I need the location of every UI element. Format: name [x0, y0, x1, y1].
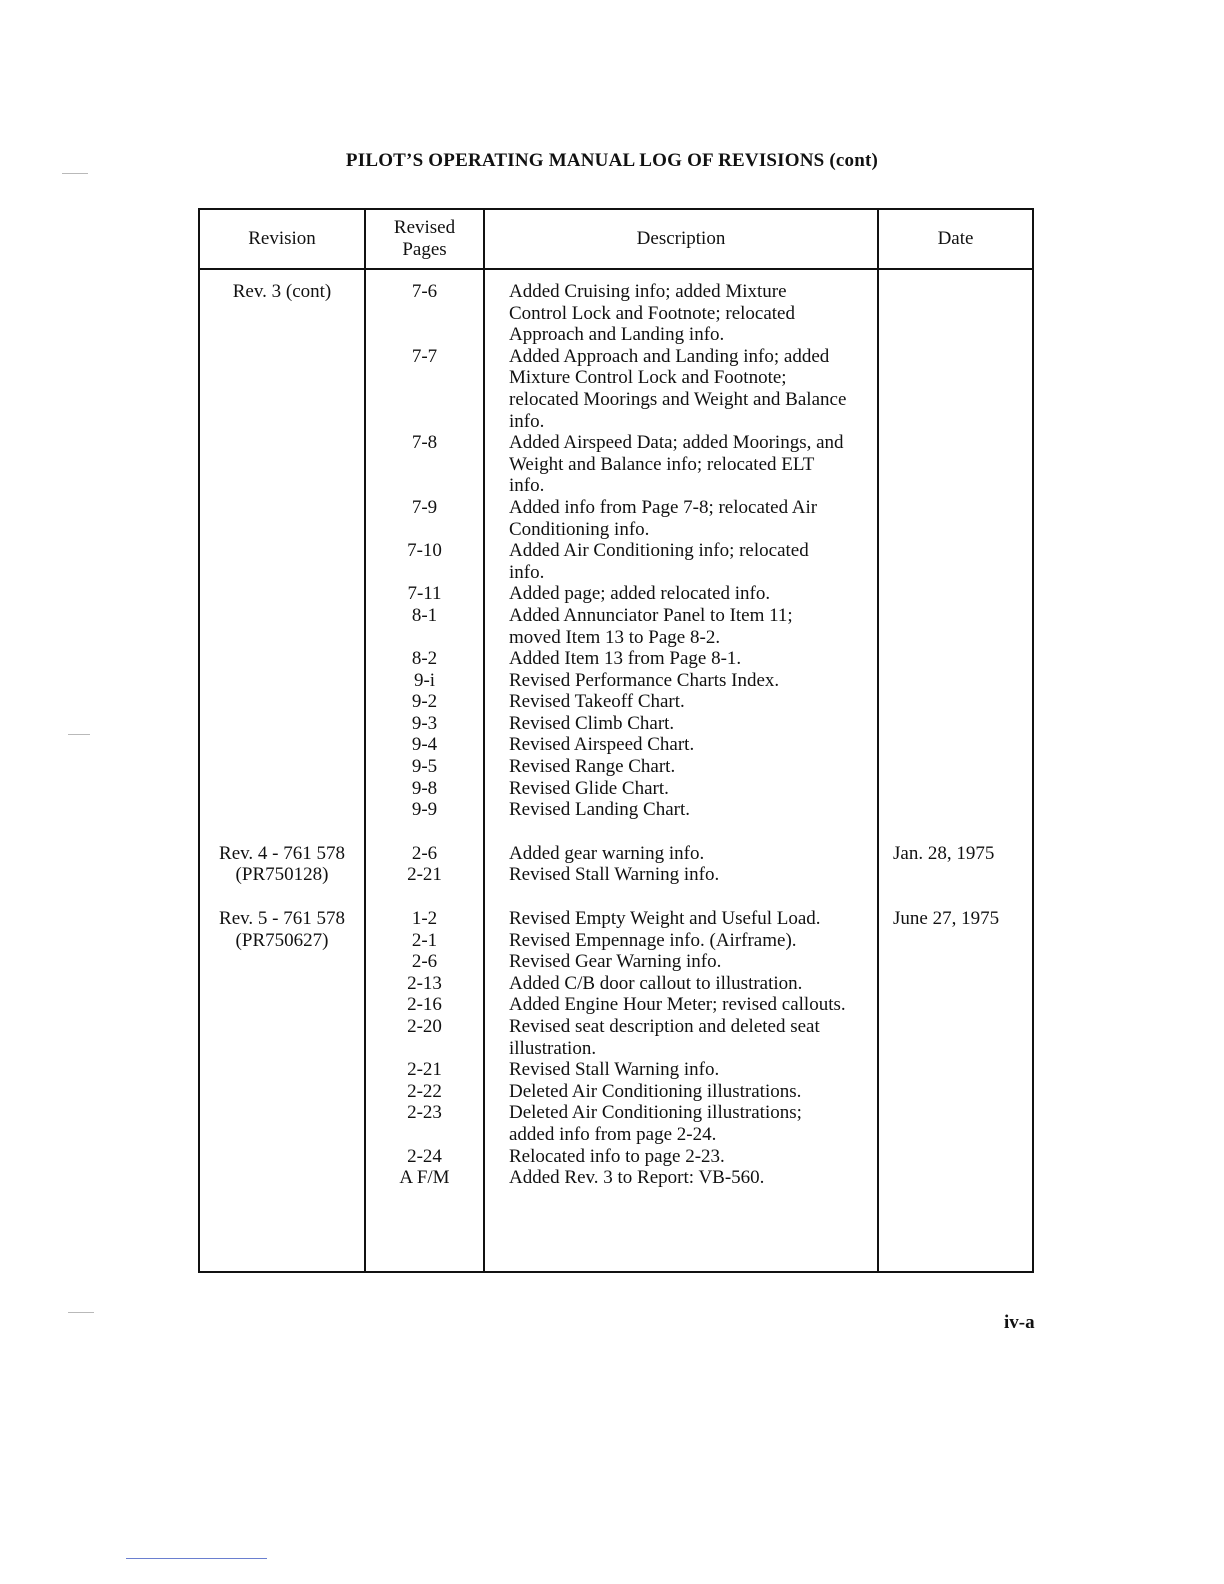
- description-line: Approach and Landing info.: [509, 324, 725, 346]
- revised-page: 2-24: [407, 1145, 442, 1167]
- description-line: moved Item 13 to Page 8-2.: [509, 626, 721, 648]
- blank-line: [879, 1038, 1032, 1060]
- description-line: Added Engine Hour Meter; revised callouts.: [509, 994, 846, 1016]
- blank-line: [200, 1124, 364, 1146]
- description-line: Revised Gear Warning info.: [509, 951, 722, 973]
- description-line: Revised Stall Warning info.: [509, 864, 720, 886]
- blank-line: [879, 519, 1032, 541]
- blank-line: [879, 454, 1032, 476]
- blank-line: [366, 1038, 483, 1060]
- blank-line: [879, 691, 1032, 713]
- blank-line: [200, 389, 364, 411]
- description-line: Added C/B door callout to illustration.: [509, 972, 803, 994]
- blank-line: [200, 1016, 364, 1038]
- blank-line: [366, 367, 483, 389]
- revision-label: (PR750627): [235, 929, 329, 951]
- blank-line: [200, 756, 364, 778]
- header-date: Date: [878, 209, 1033, 269]
- revised-page: 9-2: [411, 691, 438, 713]
- description-line: Added Approach and Landing info; added: [509, 345, 830, 367]
- description-line: Deleted Air Conditioning illustrations.: [509, 1080, 802, 1102]
- blank-line: [879, 973, 1032, 995]
- blank-line: [879, 1124, 1032, 1146]
- revised-page: 9-3: [411, 712, 438, 734]
- blank-line: [879, 778, 1032, 800]
- blank-line: [879, 1081, 1032, 1103]
- description-line: Added Rev. 3 to Report: VB-560.: [509, 1167, 765, 1189]
- revised-page: 9-5: [411, 756, 438, 778]
- table-header-row: [199, 209, 1033, 269]
- page-title: PILOT’S OPERATING MANUAL LOG OF REVISIONS (cont): [345, 150, 879, 171]
- blank-line: [200, 670, 364, 692]
- header-revised-pages-line2: Pages: [402, 239, 447, 260]
- blank-line: [879, 1016, 1032, 1038]
- description-line: Added gear warning info.: [509, 842, 705, 864]
- blank-line: [366, 627, 483, 649]
- blank-line: [366, 303, 483, 325]
- blank-line: [879, 756, 1032, 778]
- blank-line: [200, 778, 364, 800]
- description-line: Deleted Air Conditioning illustrations;: [509, 1102, 802, 1124]
- blank-line: [200, 1081, 364, 1103]
- description-line: relocated Moorings and Weight and Balance: [509, 388, 847, 410]
- blank-line: [879, 670, 1032, 692]
- blank-line: [879, 497, 1032, 519]
- date-column: [878, 269, 1033, 1272]
- blank-line: [879, 994, 1032, 1016]
- blank-line: [200, 605, 364, 627]
- row-spacer: [200, 821, 364, 843]
- description-line: Revised Stall Warning info.: [509, 1059, 720, 1081]
- row-spacer: [485, 821, 877, 843]
- blank-line: [879, 281, 1032, 303]
- revised-page: 2-6: [411, 842, 438, 864]
- revised-page: 8-1: [411, 604, 438, 626]
- blank-line: [200, 411, 364, 433]
- revision-label: Rev. 3 (cont): [232, 281, 332, 302]
- blank-line: [879, 411, 1032, 433]
- revised-page: 7-7: [411, 345, 438, 367]
- header-description: Description: [484, 209, 878, 269]
- blank-line: [879, 562, 1032, 584]
- blank-line: [366, 454, 483, 476]
- blank-line: [200, 799, 364, 821]
- blank-line: [879, 367, 1032, 389]
- revised-page: 7-9: [411, 496, 438, 518]
- revised-page: 2-22: [407, 1080, 442, 1102]
- revised-page: 2-20: [407, 1016, 442, 1037]
- blank-line: [200, 1038, 364, 1060]
- blank-line: [366, 562, 483, 584]
- header-revised-pages: [365, 209, 484, 269]
- revised-page: 9-4: [411, 734, 438, 756]
- revised-page: 2-13: [407, 972, 442, 994]
- revised-page: 2-21: [407, 1059, 442, 1081]
- description-line: Added page; added relocated info.: [509, 583, 771, 605]
- description-line: illustration.: [509, 1037, 597, 1059]
- blank-line: [200, 454, 364, 476]
- page-number: iv-a: [1004, 1312, 1035, 1333]
- description-line: Revised Range Chart.: [509, 756, 676, 778]
- revision-label: Rev. 4 - 761 578: [219, 842, 345, 864]
- blank-line: [200, 1167, 364, 1189]
- blank-line: [200, 497, 364, 519]
- blank-line: [200, 519, 364, 541]
- revised-pages-column: [365, 269, 484, 1272]
- blank-line: [879, 648, 1032, 670]
- table-body-row: [199, 269, 1033, 1272]
- blank-line: [200, 1146, 364, 1168]
- blank-line: [200, 367, 364, 389]
- blank-line: [366, 324, 483, 346]
- blank-line: [879, 864, 1032, 886]
- blank-line: [200, 1102, 364, 1124]
- header-revision: Revision: [199, 209, 365, 269]
- revised-page: 9-9: [411, 799, 438, 821]
- description-line: Added Airspeed Data; added Moorings, and: [509, 432, 844, 454]
- header-revised-pages-line1: Revised: [393, 217, 456, 238]
- revised-page: 2-16: [407, 994, 442, 1016]
- revision-label: (PR750128): [235, 864, 329, 886]
- blank-line: [879, 303, 1032, 325]
- revision-date: Jan. 28, 1975: [893, 842, 995, 864]
- blank-line: [879, 540, 1032, 562]
- row-spacer: [879, 821, 1032, 843]
- blank-line: [879, 951, 1032, 973]
- blank-line: [879, 583, 1032, 605]
- description-line: Added Air Conditioning info; relocated: [509, 540, 809, 562]
- description-line: Revised seat description and deleted seat: [509, 1016, 820, 1037]
- revised-page: 9-i: [413, 669, 436, 691]
- revised-page: 2-6: [411, 951, 438, 973]
- description-line: Added Annunciator Panel to Item 11;: [509, 604, 793, 626]
- blank-line: [200, 951, 364, 973]
- blank-line: [200, 691, 364, 713]
- row-spacer: [366, 821, 483, 843]
- description-line: Revised Takeoff Chart.: [509, 691, 685, 713]
- description-line: info.: [509, 410, 545, 432]
- blank-line: [879, 713, 1032, 735]
- blank-line: [200, 994, 364, 1016]
- description-line: Revised Airspeed Chart.: [509, 734, 695, 756]
- revised-page: 7-11: [407, 583, 442, 605]
- description-line: Control Lock and Footnote; relocated: [509, 302, 795, 324]
- blank-line: [879, 1146, 1032, 1168]
- revised-page: 7-8: [411, 432, 438, 454]
- scan-mark: [62, 173, 88, 174]
- blank-line: [879, 324, 1032, 346]
- row-spacer: [485, 886, 877, 908]
- revised-page: 7-6: [411, 281, 438, 302]
- blank-line: [200, 1059, 364, 1081]
- blank-line: [879, 346, 1032, 368]
- blank-line: [879, 1167, 1032, 1189]
- blank-line: [200, 562, 364, 584]
- description-line: info.: [509, 561, 545, 583]
- revised-page: 2-21: [407, 864, 442, 886]
- blank-line: [200, 627, 364, 649]
- blank-line: [879, 475, 1032, 497]
- blank-line: [200, 648, 364, 670]
- scan-mark: [68, 734, 90, 735]
- row-spacer: [200, 886, 364, 908]
- description-line: Added Item 13 from Page 8-1.: [509, 648, 742, 670]
- blank-line: [366, 475, 483, 497]
- blank-line: [366, 1124, 483, 1146]
- description-line: Relocated info to page 2-23.: [509, 1145, 725, 1167]
- blank-line: [200, 734, 364, 756]
- description-line: Revised Empty Weight and Useful Load.: [509, 908, 821, 930]
- blank-line: [879, 1102, 1032, 1124]
- description-column: [484, 269, 878, 1272]
- blank-line: [200, 475, 364, 497]
- revision-log-table: [198, 208, 1034, 1273]
- blank-line: [200, 713, 364, 735]
- description-line: Revised Performance Charts Index.: [509, 669, 780, 691]
- description-line: info.: [509, 475, 545, 497]
- blank-line: [200, 324, 364, 346]
- description-line: Added info from Page 7-8; relocated Air: [509, 496, 818, 518]
- blank-line: [879, 432, 1032, 454]
- description-line: Conditioning info.: [509, 518, 650, 540]
- description-line: added info from page 2-24.: [509, 1123, 717, 1145]
- revision-column: [199, 269, 365, 1272]
- description-line: Weight and Balance info; relocated ELT: [509, 453, 815, 475]
- revision-label: Rev. 5 - 761 578: [219, 908, 345, 930]
- revised-page: 9-8: [411, 777, 438, 799]
- blank-line: [879, 627, 1032, 649]
- blank-line: [366, 411, 483, 433]
- description-line: Revised Empennage info. (Airframe).: [509, 929, 797, 951]
- revised-page: 1-2: [411, 908, 438, 930]
- blank-line: [200, 540, 364, 562]
- description-line: Revised Glide Chart.: [509, 777, 669, 799]
- description-line: Added Cruising info; added Mixture: [509, 281, 787, 302]
- revised-page: 7-10: [407, 540, 442, 562]
- blank-line: [200, 432, 364, 454]
- revised-page: A F/M: [399, 1167, 450, 1189]
- revision-date: June 27, 1975: [893, 908, 1000, 930]
- row-spacer: [366, 886, 483, 908]
- blank-line: [879, 734, 1032, 756]
- scan-mark: [68, 1312, 94, 1313]
- description-line: Revised Climb Chart.: [509, 712, 675, 734]
- blank-line: [200, 583, 364, 605]
- description-line: Revised Landing Chart.: [509, 799, 690, 821]
- blank-line: [879, 930, 1032, 952]
- blank-line: [879, 1059, 1032, 1081]
- blank-line: [879, 389, 1032, 411]
- revised-page: 2-1: [411, 929, 438, 951]
- blank-line: [200, 973, 364, 995]
- footer-link-rule: [126, 1558, 267, 1559]
- blank-line: [879, 799, 1032, 821]
- blank-line: [366, 519, 483, 541]
- blank-line: [200, 303, 364, 325]
- blank-line: [200, 346, 364, 368]
- revised-page: 8-2: [411, 648, 438, 670]
- blank-line: [366, 389, 483, 411]
- revised-page: 2-23: [407, 1102, 442, 1124]
- description-line: Mixture Control Lock and Footnote;: [509, 367, 787, 389]
- row-spacer: [879, 886, 1032, 908]
- blank-line: [879, 605, 1032, 627]
